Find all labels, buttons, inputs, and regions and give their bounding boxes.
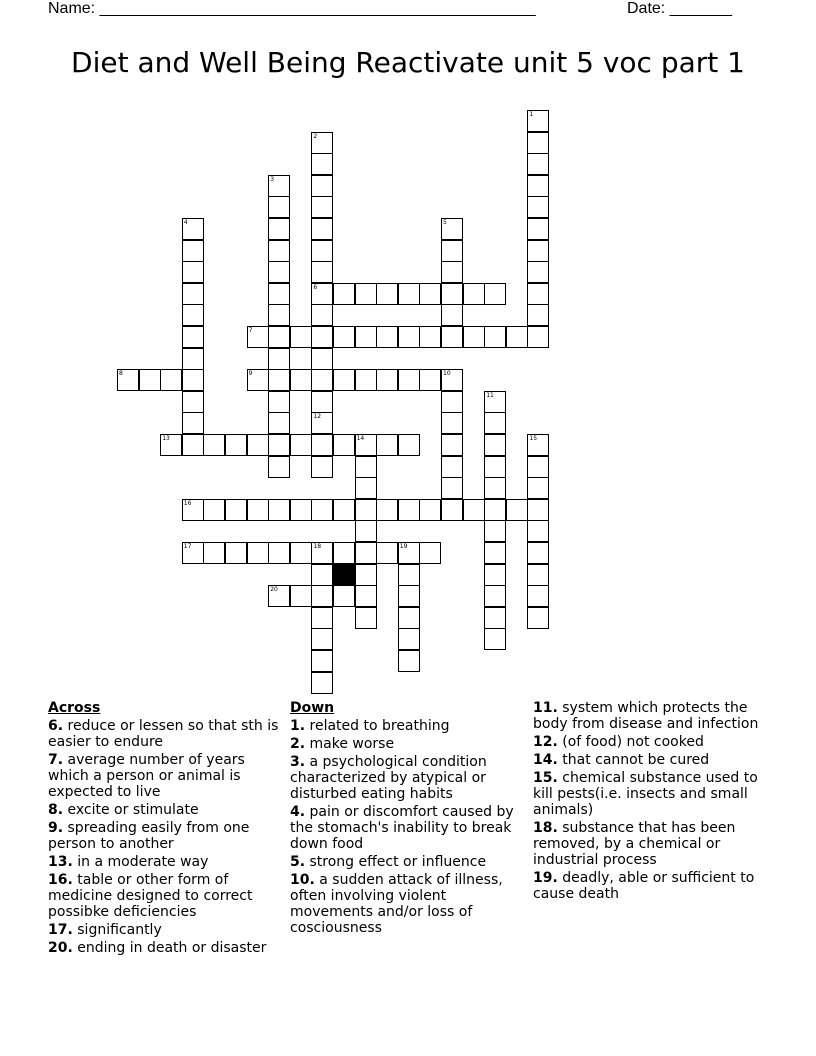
clue-number: 10. [290,872,315,888]
grid-cell[interactable] [463,283,485,305]
grid-cell[interactable] [355,607,377,629]
clue-item [290,804,530,852]
grid-cell[interactable] [311,132,333,154]
grid-cell[interactable] [441,261,463,283]
clue-number: 14. [533,752,558,768]
grid-cell[interactable] [527,542,549,564]
grid-cell[interactable] [203,499,225,521]
grid-cell[interactable] [182,542,204,564]
grid-cell[interactable] [290,326,312,348]
grid-cell[interactable] [182,283,204,305]
across-heading: Across [48,700,101,716]
clue-item [290,854,530,870]
grid-cell[interactable] [268,434,290,456]
grid-cell[interactable] [333,434,355,456]
grid-cell[interactable] [182,348,204,370]
grid-cell[interactable] [376,499,398,521]
grid-cell[interactable] [441,218,463,240]
cell-number: 3 [270,175,275,183]
cell-number: 6 [313,283,318,291]
clue-number: 17. [48,922,73,938]
grid-cell[interactable] [268,456,290,478]
grid-cell[interactable] [527,607,549,629]
grid-cell[interactable] [527,304,549,326]
clue-item [290,754,530,802]
clue-text: ending in death or disaster [72,940,267,956]
cell-number: 1 [529,111,534,118]
grid-cell[interactable] [484,628,506,650]
grid-cell[interactable] [355,326,377,348]
grid-cell[interactable] [311,326,333,348]
grid-cell[interactable] [527,585,549,607]
grid-cell[interactable] [484,542,506,564]
cell-number: 14 [356,435,365,442]
grid-cell[interactable] [311,283,333,305]
grid-cell[interactable] [419,499,441,521]
grid-cell[interactable] [268,283,290,305]
cell-number: 17 [183,543,192,550]
clue-text: table or other form of medicine designed to correct possibke deficiencies [48,872,253,920]
grid-cell[interactable] [182,261,204,283]
clue-item [290,718,530,734]
grid-cell[interactable] [311,153,333,175]
cell-number: 19 [399,543,408,550]
grid-cell[interactable] [441,412,463,434]
grid-cell[interactable] [311,434,333,456]
grid-cell[interactable] [441,456,463,478]
grid-cell[interactable] [117,369,139,391]
grid-cell[interactable] [182,326,204,348]
clue-text: (of food) not cooked [557,734,704,750]
grid-cell[interactable] [398,607,420,629]
grid-cell[interactable] [527,564,549,586]
clue-number: 18. [533,820,558,836]
clue-item [48,940,288,956]
grid-cell[interactable] [311,650,333,672]
clue-number: 13. [48,854,73,870]
clue-text: excite or stimulate [63,802,199,818]
grid-cell[interactable] [376,542,398,564]
grid-cell[interactable] [311,607,333,629]
grid-cell[interactable] [311,499,333,521]
cell-number: 9 [248,370,253,378]
clue-number: 16. [48,872,73,888]
grid-cell[interactable] [527,456,549,478]
cell-number: 7 [248,327,253,334]
grid-cell[interactable] [268,196,290,218]
grid-cell[interactable] [311,564,333,586]
grid-cell[interactable] [311,391,333,413]
clue-text: chemical substance used to kill pests(i.e. insects and small animals) [533,770,758,818]
clue-text: a psychological condition characterized by atypical or disturbed eating habits [290,754,487,802]
grid-cell[interactable] [268,175,290,197]
grid-cell[interactable] [268,585,290,607]
grid-cell[interactable] [527,175,549,197]
grid-cell[interactable] [290,369,312,391]
grid-cell[interactable] [355,456,377,478]
grid-cell[interactable] [268,348,290,370]
clue-item [48,802,288,818]
clue-item [290,736,530,752]
clue-number: 19. [533,870,558,886]
grid-cell[interactable] [398,585,420,607]
grid-cell[interactable] [182,240,204,262]
down-clues [290,700,530,938]
grid-cell[interactable] [203,434,225,456]
grid-cell[interactable] [160,434,182,456]
down-clue-list-continued [533,700,773,902]
grid-cell[interactable] [247,434,269,456]
clue-item [48,872,288,920]
grid-cell[interactable] [203,542,225,564]
grid-cell[interactable] [333,542,355,564]
cell-number: 2 [313,132,318,140]
grid-cell[interactable] [333,499,355,521]
cell-number: 18 [313,543,322,550]
clue-number: 12. [533,734,558,750]
grid-cell[interactable] [290,434,312,456]
grid-cell[interactable] [268,412,290,434]
grid-cell[interactable] [441,240,463,262]
clue-number: 20. [48,940,73,956]
grid-cell[interactable] [527,499,549,521]
clue-number: 5. [290,854,306,870]
grid-cell[interactable] [247,326,269,348]
grid-cell[interactable] [311,304,333,326]
grid-cell[interactable] [441,304,463,326]
grid-cell[interactable] [139,369,161,391]
grid-cell[interactable] [441,283,463,305]
grid-cell[interactable] [527,326,549,348]
clue-text: strong effect or influence [305,854,487,870]
grid-cell[interactable] [398,564,420,586]
down-clues-continued [533,700,773,904]
grid-cell[interactable] [290,542,312,564]
grid-cell[interactable] [311,456,333,478]
clue-number: 8. [48,802,64,818]
grid-cell[interactable] [398,369,420,391]
grid-cell[interactable] [398,542,420,564]
grid-cell[interactable] [484,564,506,586]
grid-cell[interactable] [247,499,269,521]
grid-cell[interactable] [182,304,204,326]
across-clue-list [48,718,288,956]
grid-cell[interactable] [398,434,420,456]
grid-cell[interactable] [182,218,204,240]
grid-cell[interactable] [355,585,377,607]
grid-cell[interactable] [311,261,333,283]
grid-cell[interactable] [441,391,463,413]
clue-item [48,922,288,938]
cell-number: 11 [486,391,494,399]
grid-cell[interactable] [355,499,377,521]
grid-cell[interactable] [398,283,420,305]
grid-cell[interactable] [311,412,333,434]
grid-cell[interactable] [268,218,290,240]
grid-cell[interactable] [527,153,549,175]
grid-cell[interactable] [463,326,485,348]
blocked-cell [333,564,355,586]
clue-text: in a moderate way [72,854,209,870]
clue-item [533,770,773,818]
grid-cell[interactable] [311,369,333,391]
grid-cell[interactable] [182,391,204,413]
grid-cell[interactable] [441,499,463,521]
page-title: Diet and Well Being Reactivate unit 5 voc part 1 [71,46,745,79]
grid-cell[interactable] [268,304,290,326]
grid-cell[interactable] [311,628,333,650]
grid-cell[interactable] [419,369,441,391]
grid-cell[interactable] [398,628,420,650]
clue-number: 1. [290,718,306,734]
grid-cell[interactable] [268,261,290,283]
clue-item [290,872,530,936]
grid-cell[interactable] [441,434,463,456]
grid-cell[interactable] [484,477,506,499]
grid-cell[interactable] [311,218,333,240]
down-clue-list [290,718,530,936]
grid-cell[interactable] [225,434,247,456]
grid-cell[interactable] [182,434,204,456]
grid-cell[interactable] [311,240,333,262]
clue-text: make worse [305,736,395,752]
cell-number: 13 [162,435,170,442]
grid-cell[interactable] [506,499,528,521]
cell-number: 20 [270,586,278,594]
grid-cell[interactable] [268,369,290,391]
clue-item [533,734,773,750]
grid-cell[interactable] [311,348,333,370]
clue-item [533,752,773,768]
grid-cell[interactable] [333,585,355,607]
clue-item [533,700,773,732]
grid-cell[interactable] [376,369,398,391]
grid-cell[interactable] [311,175,333,197]
clue-number: 3. [290,754,306,770]
grid-cell[interactable] [527,110,549,132]
grid-cell[interactable] [441,326,463,348]
clue-item [48,752,288,800]
grid-cell[interactable] [333,369,355,391]
grid-cell[interactable] [355,477,377,499]
grid-cell[interactable] [355,369,377,391]
grid-cell[interactable] [527,132,549,154]
cell-number: 16 [183,499,192,507]
grid-cell[interactable] [376,434,398,456]
cell-number: 10 [443,370,451,378]
grid-cell[interactable] [290,499,312,521]
clue-number: 7. [48,752,64,768]
grid-cell[interactable] [268,499,290,521]
grid-cell[interactable] [527,477,549,499]
grid-cell[interactable] [484,326,506,348]
grid-cell[interactable] [290,585,312,607]
cell-number: 4 [183,219,188,226]
across-clues [48,700,288,958]
grid-cell[interactable] [419,283,441,305]
down-heading: Down [290,700,335,716]
grid-cell[interactable] [182,412,204,434]
grid-cell[interactable] [441,477,463,499]
grid-cell[interactable] [311,196,333,218]
grid-cell[interactable] [527,240,549,262]
clue-item [533,870,773,902]
grid-cell[interactable] [355,564,377,586]
clue-text: deadly, able or sufficient to cause death [533,870,755,902]
grid-cell[interactable] [419,326,441,348]
clue-number: 9. [48,820,64,836]
grid-cell[interactable] [355,283,377,305]
clue-number: 4. [290,804,306,820]
clue-number: 11. [533,700,558,716]
cell-number: 8 [119,370,123,378]
cell-number: 15 [529,435,538,442]
grid-cell[interactable] [527,520,549,542]
grid-cell[interactable] [247,369,269,391]
clue-number: 15. [533,770,558,786]
grid-cell[interactable] [527,218,549,240]
grid-cell[interactable] [398,326,420,348]
grid-cell[interactable] [268,391,290,413]
grid-cell[interactable] [527,283,549,305]
grid-cell[interactable] [441,369,463,391]
grid-cell[interactable] [268,326,290,348]
grid-cell[interactable] [311,585,333,607]
grid-cell[interactable] [484,434,506,456]
grid-cell[interactable] [355,520,377,542]
clue-text: substance that has been removed, by a chemical or industrial process [533,820,736,868]
clue-item [48,718,288,750]
grid-cell[interactable] [355,542,377,564]
clue-item [48,820,288,852]
grid-cell[interactable] [484,456,506,478]
cell-number: 5 [443,219,447,226]
clue-item [533,820,773,868]
grid-cell[interactable] [182,369,204,391]
grid-cell[interactable] [376,326,398,348]
grid-cell[interactable] [484,412,506,434]
grid-cell[interactable] [182,499,204,521]
grid-cell[interactable] [484,391,506,413]
grid-cell[interactable] [333,283,355,305]
grid-cell[interactable] [484,520,506,542]
grid-cell[interactable] [247,542,269,564]
grid-cell[interactable] [398,650,420,672]
grid-cell[interactable] [527,196,549,218]
clue-text: significantly [72,922,162,938]
clue-text: system which protects the body from disease and infection [533,700,759,732]
grid-cell[interactable] [484,283,506,305]
clue-text: a sudden attack of illness, often involving violent movements and/or loss of cosciousness [290,872,503,936]
clue-text: average number of years which a person or animal is expected to live [48,752,245,800]
grid-cell[interactable] [506,326,528,348]
grid-cell[interactable] [484,499,506,521]
grid-cell[interactable] [333,326,355,348]
grid-cell[interactable] [160,369,182,391]
grid-cell[interactable] [311,672,333,694]
date-field[interactable]: Date: _______ [627,0,732,17]
cell-number: 12 [313,413,322,421]
clue-text: spreading easily from one person to another [48,820,250,852]
name-field[interactable]: Name: _________________________________________________ [48,0,536,17]
clue-text: related to breathing [305,718,450,734]
clue-number: 6. [48,718,64,734]
grid-cell[interactable] [484,585,506,607]
clue-number: 2. [290,736,306,752]
grid-cell[interactable] [463,499,485,521]
grid-cell[interactable] [311,542,333,564]
grid-cell[interactable] [225,542,247,564]
clue-text: pain or discomfort caused by the stomach's inability to break down food [290,804,514,852]
grid-cell[interactable] [484,607,506,629]
grid-cell[interactable] [398,499,420,521]
grid-cell[interactable] [527,261,549,283]
grid-cell[interactable] [268,542,290,564]
grid-cell[interactable] [355,434,377,456]
grid-cell[interactable] [225,499,247,521]
clue-text: that cannot be cured [557,752,710,768]
grid-cell[interactable] [527,434,549,456]
clue-text: reduce or lessen so that sth is easier to endure [48,718,279,750]
grid-cell[interactable] [376,283,398,305]
grid-cell[interactable] [419,542,441,564]
grid-cell[interactable] [268,240,290,262]
clue-item [48,854,288,870]
